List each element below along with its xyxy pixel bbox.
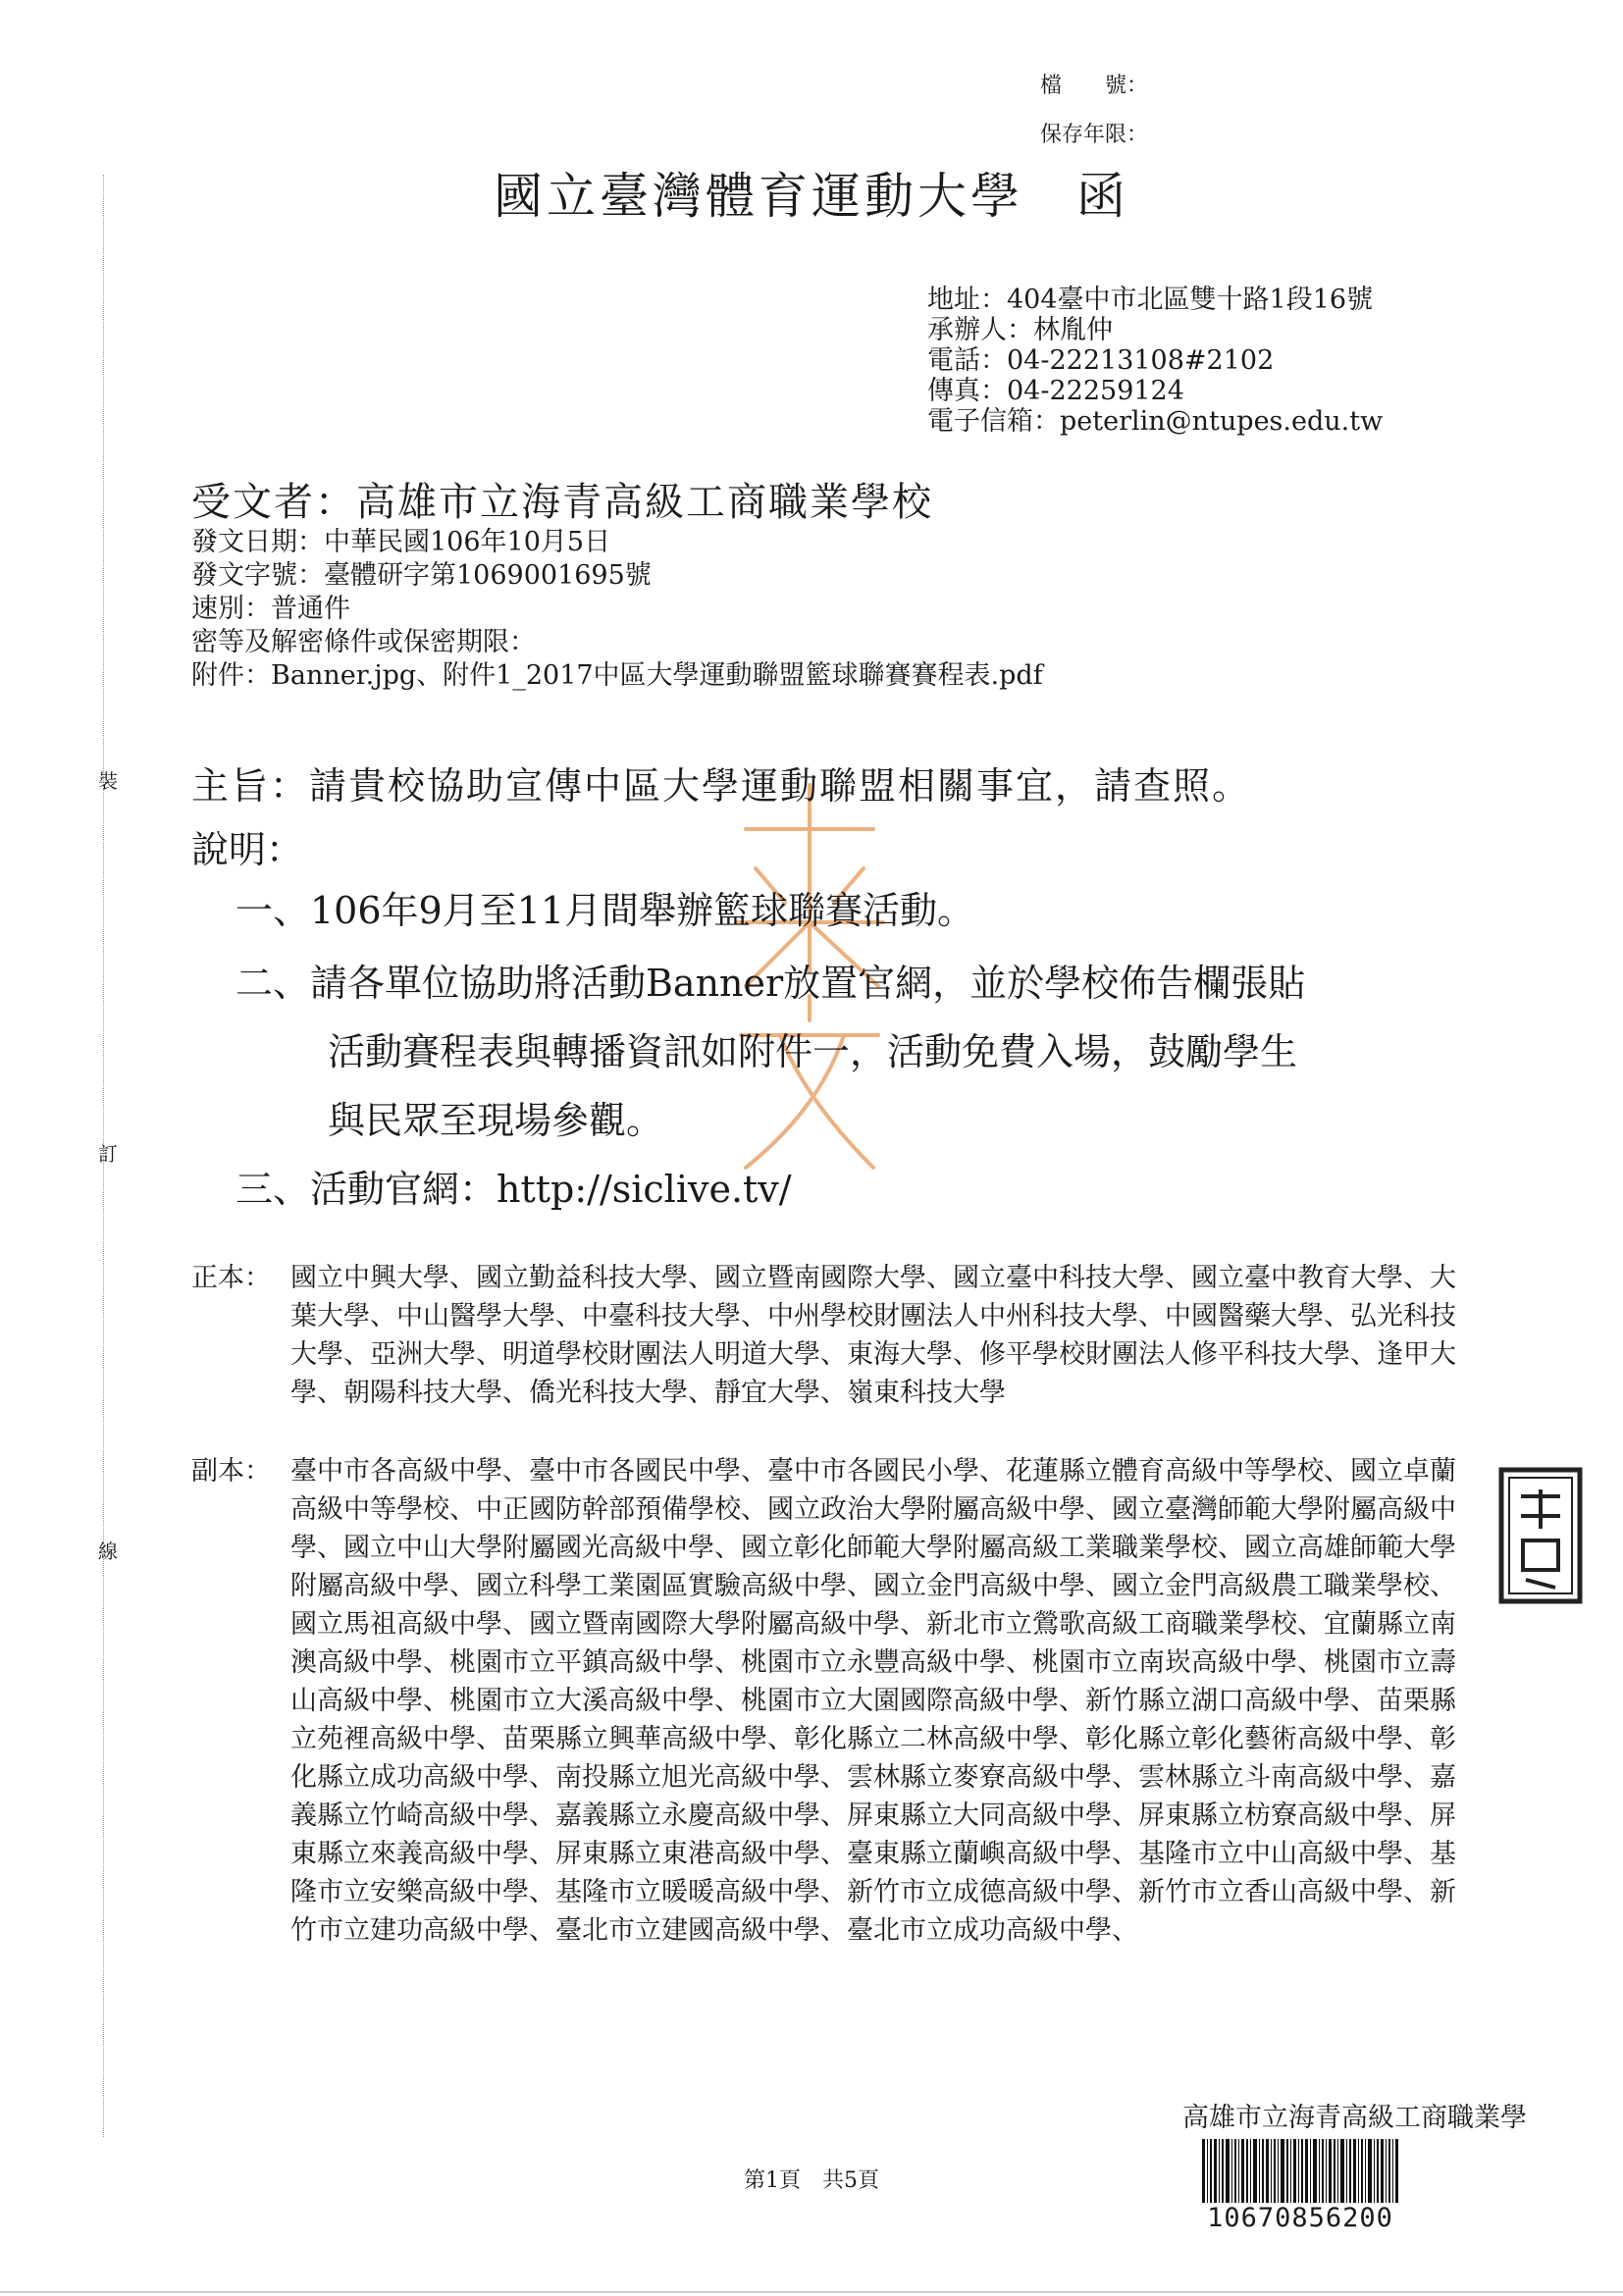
contact-address: 地址：404臺中市北區雙十路1段16號: [927, 285, 1374, 315]
copy-label: 副本：: [191, 1456, 271, 1487]
document-title: 國立臺灣體育運動大學 函: [494, 168, 1129, 225]
primary-label: 正本：: [191, 1263, 271, 1293]
delivery-speed: 速別：普通件: [191, 594, 350, 624]
contact-fax: 傳真：04-22259124: [927, 376, 1184, 406]
document-meta: [191, 526, 1043, 693]
recipient: 受文者：高雄市立海青高級工商職業學校: [191, 480, 933, 525]
retention-period-label: 保存年限：: [1040, 123, 1149, 147]
copy-list: 臺中市各高級中學、臺中市各國民中學、臺中市各國民小學、花蓮縣立體育高級中等學校、國立卓蘭高級中等學校、中正國防幹部預備學校、國立政治大學附屬高級中學、國立臺灣師範大學附屬高級中學、國立中山大學附屬國光高級中學、國立彰化師範大學附屬高級工業職業學校、國立高雄師範大學附屬高級中學、國立科學工業園區實驗高級中學、國立金門高級中學、國立金門高級農工職業學校、國立馬祖高級中學、國立暨南國際大學附屬高級中學、新北市立鶯歌高級工商職業學校、宜蘭縣立南澳高級中學、桃園市立平鎮高級中學、桃園市立永豐高級中學、桃園市立南崁高級中學、桃園市立壽山高級中學、桃園市立大溪高級中學、桃園市立大園國際高級中學、新竹縣立湖口高級中學、苗栗縣立苑裡高級中學、苗栗縣立興華高級中學、彰化縣立二林高級中學、彰化縣立彰化藝術高級中學、彰化縣立成功高級中學、南投縣立旭光高級中學、雲林縣立麥寮高級中學、雲林縣立斗南高級中學、嘉義縣立竹崎高級中學、嘉義縣立永慶高級中學、屏東縣立大同高級中學、屏東縣立枋寮高級中學、屏東縣立來義高級中學、屏東縣立東港高級中學、臺東縣立蘭嶼高級中學、基隆市立中山高級中學、基隆市立安樂高級中學、基隆市立暖暖高級中學、新竹市立成德高級中學、新竹市立香山高級中學、新竹市立建功高級中學、臺北市立建國高級中學、臺北市立成功高級中學、: [290, 1456, 1456, 1946]
document-number: 發文字號：臺體研字第1069001695號: [191, 560, 652, 591]
attachments: 附件：Banner.jpg、附件1_2017中區大學運動聯盟籃球聯賽賽程表.pdf: [191, 660, 1043, 691]
primary-recipients: [191, 1259, 1467, 1455]
contact-email: 電子信箱：peterlin@ntupes.edu.tw: [927, 406, 1384, 437]
contact-block: [927, 285, 1383, 437]
explanation-label: 說明：: [191, 828, 304, 871]
receiving-school: 高雄市立海青高級工商職業學: [1182, 2103, 1527, 2133]
barcode-number: 10670856200: [1207, 2203, 1393, 2233]
file-number-label: 檔 號：: [1040, 74, 1149, 98]
issue-date: 發文日期：中華民國106年10月5日: [191, 527, 611, 557]
security-level: 密等及解密條件或保密期限：: [191, 627, 536, 657]
primary-list: 國立中興大學、國立勤益科技大學、國立暨南國際大學、國立臺中科技大學、國立臺中教育大學、大葉大學、中山醫學大學、中臺科技大學、中州學校財團法人中州科技大學、中國醫藥大學、弘光科技大學、亞洲大學、明道學校財團法人明道大學、東海大學、修平學校財團法人修平科技大學、逢甲大學、朝陽科技大學、僑光科技大學、靜宜大學、嶺東科技大學: [290, 1263, 1456, 1408]
explanation-item-1: 一、106年9月至11月間舉辦籃球聯賽活動。: [236, 889, 975, 932]
subject-line: 主旨：請貴校協助宣傳中區大學運動聯盟相關事宜，請查照。: [191, 764, 1252, 808]
scan-edge: [0, 2291, 1623, 2293]
contact-handler: 承辦人：林胤仲: [927, 315, 1113, 345]
binding-mark-xian: 線: [98, 1539, 118, 1563]
explanation-item-2-line-3: 與民眾至現場參觀。: [328, 1099, 664, 1142]
explanation-item-2-line-1: 二、請各單位協助將活動Banner放置官網，並於學校佈告欄張貼: [236, 962, 1306, 1005]
contact-phone: 電話：04-22213108#2102: [927, 345, 1275, 376]
copy-recipients: [191, 1452, 1467, 2080]
explanation-item-2-line-2: 活動賽程表與轉播資訊如附件一，活動免費入場，鼓勵學生: [328, 1030, 1298, 1073]
explanation-item-3: 三、活動官網：http://siclive.tv/: [236, 1168, 792, 1211]
page-indicator: 第1頁 共5頁: [744, 2168, 879, 2193]
seal-stamp: [1492, 1462, 1590, 1609]
binding-mark-ding: 訂: [98, 1142, 118, 1166]
binding-mark-zhuang: 裝: [98, 769, 118, 793]
